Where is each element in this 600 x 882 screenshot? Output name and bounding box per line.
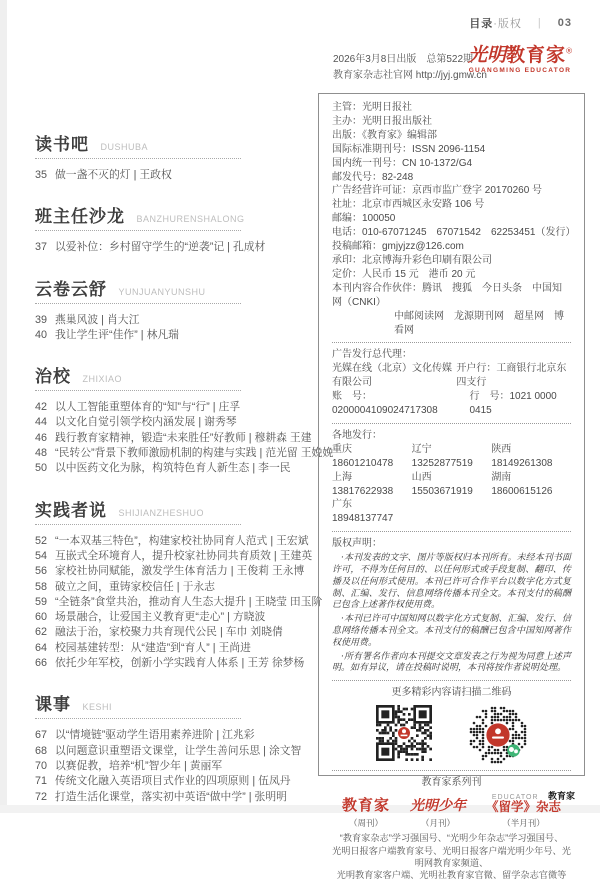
section-pinyin: ZHIXIAO (82, 374, 122, 385)
masthead-line: 国内统一刊号：CN 10-1372/G4 (332, 157, 473, 169)
section-header (35, 275, 241, 304)
toc-entry-title: 以爱补位：乡村留守学生的“逆袭”记 | 孔成材 (55, 241, 266, 254)
toc-page-number: 48 (35, 447, 48, 460)
toc-entry-title: 融法于治，家校聚力共育现代公民 | 车巾 刘晓倩 (55, 626, 283, 639)
header-page-number: 03 (557, 17, 572, 29)
journal-frequency: （半月刊） (502, 818, 545, 829)
toc-entry (35, 168, 325, 183)
toc-page-number: 39 (35, 313, 48, 326)
toc-entry-title: 互嵌式全环境育人，提升校家社协同共育质效 | 王建英 (55, 549, 313, 562)
toc-page-number: 71 (35, 775, 48, 788)
toc-entry (35, 549, 325, 564)
qr-row (332, 705, 571, 765)
toc-page-number: 35 (35, 169, 48, 181)
toc-entry (35, 728, 325, 743)
toc-page-number: 64 (35, 641, 48, 654)
toc-entry-title: 以文化自觉引领学校内涵发展 | 谢秀琴 (55, 416, 237, 429)
section-title: 班主任沙龙 (35, 207, 125, 227)
toc-entry (35, 656, 325, 671)
toc-entry (35, 625, 325, 640)
toc-entry-title: 打造生活化课堂，落实初中英语“做中学” | 张明明 (55, 790, 287, 803)
toc-entry-title: 校园基建转型：从“建造”到“育人” | 王尚进 (55, 641, 251, 654)
toc-page-number: 37 (35, 241, 48, 254)
dotted-divider (332, 342, 571, 343)
copyright-paragraph: ·所有署名作者向本刊提交文章发表之行为视为同意上述声明。如有异议，请在投稿时说明，本刊将按作者说明处理。 (332, 651, 571, 674)
toc-page-number: 44 (35, 416, 48, 429)
series-account-line: “教育家杂志”学习强国号、“光明少年杂志”学习强国号、 (339, 833, 564, 844)
page-header (469, 15, 572, 31)
section-header (35, 362, 241, 391)
section-header (35, 202, 245, 231)
section-title: 云卷云舒 (35, 279, 107, 299)
masthead-line: 社址：北京市西城区永安路 106 号 (332, 199, 485, 211)
dotted-divider (332, 680, 571, 681)
distribution-contact: 湖南 18600615126 (491, 471, 553, 497)
toc-page-number: 70 (35, 759, 48, 772)
header-section-light: ·版权 (493, 18, 522, 30)
toc-column (35, 130, 334, 824)
toc-entry (35, 641, 325, 656)
toc-entry-title: “全链条”食堂共治，推动育人生态大提升 | 王晓莹 田玉阶 (55, 595, 323, 608)
toc-page-number: 62 (35, 626, 48, 639)
toc-entry (35, 534, 325, 549)
section-header (35, 496, 241, 525)
masthead-line: 广告经营许可证：京西市监广登字 20170260 号 (332, 185, 543, 197)
logo-wordmark (454, 46, 586, 65)
agency-company: 光媒在线（北京）文化传媒有限公司 (332, 363, 452, 389)
toc-entry-title: 做一盏不灭的灯 | 王政权 (55, 169, 172, 181)
agency-bank: 开户行：工商银行北京东四支行 (456, 363, 567, 389)
toc-entry (35, 240, 325, 255)
section-pinyin: SHIJIANZHESHUO (118, 507, 204, 518)
toc-entry-title: 以人工智能重塑体育的“知”与“行” | 庄孚 (55, 401, 241, 414)
toc-entry (35, 790, 325, 805)
toc-entry-title: 践行教育家精神，锻造“未来胜任”好教师 | 穆耕森 王建 (55, 431, 312, 444)
toc-page-number: 52 (35, 534, 48, 547)
toc-entry-title: 破立之间，重铸家校信任 | 于永志 (55, 580, 215, 593)
section-title: 实践者说 (35, 500, 107, 520)
distribution-contact: 辽宁 13252877519 (411, 443, 473, 469)
series-account-line: 光明日报客户端教育家号、光明日报客户端光明少年号、光明网教育家频道、 (332, 845, 571, 869)
toc-entry-title: 以“情境链”驱动学生语用素养进阶 | 江兆彩 (55, 729, 255, 742)
toc-entry (35, 774, 325, 789)
distribution-title: 各地发行： (332, 429, 382, 441)
qr-section-title: 更多精彩内容请扫描二维码 (391, 687, 512, 699)
section-title: 治校 (35, 367, 71, 387)
toc-page-number: 58 (35, 580, 48, 593)
toc-page-number: 67 (35, 729, 48, 742)
toc-section-dushuba (35, 130, 325, 183)
registered-mark-icon: ® (566, 46, 572, 56)
copyright-paragraph: ·本刊发表的文字、图片等版权归本刊所有。未经本刊书面许可，不得为任何目的、以任何形式或手段复制、翻印、传播及以任何形式使用。本刊已许可合作平台以数字化方式复制、汇编、发行、信息网络传播本刊全文。本刊支付的稿酬已包含上述著作权使用费。 (332, 553, 571, 611)
dotted-divider (332, 531, 571, 532)
agency-bank-number: 行 号：1021 0000 0415 (469, 391, 557, 417)
journal-frequency: （月刊） (420, 818, 455, 829)
toc-entry-title: “民转公”背景下教师激励机制的构建与实践 | 范光留 王娩娩 (55, 447, 334, 460)
header-section-label (469, 15, 522, 31)
qr-code-square-icon (376, 705, 432, 761)
footer-english: EDUCATOR (491, 794, 539, 801)
distribution-contact: 山西 15503671919 (411, 471, 473, 497)
partners-line-1: 本刊内容合作伙伴：腾讯 搜狐 今日头条 中国知网（CNKI） (332, 282, 562, 308)
toc-entry (35, 595, 325, 610)
dotted-divider (332, 770, 571, 771)
agency-row (332, 390, 571, 418)
toc-entry-title: “一本双基三特色”，构建家校社协同育人范式 | 王宏斌 (55, 534, 309, 547)
masthead-line: 主办：光明日报出版社 (332, 115, 432, 127)
toc-entry-title: 以中医药文化为脉，构筑特色育人新生态 | 李一民 (55, 462, 291, 475)
toc-section-keshi (35, 690, 325, 804)
toc-entry-title: 场景融合，让爱国主义教育更“走心” | 方晓波 (55, 611, 266, 624)
magazine-logo (454, 46, 586, 75)
toc-entry-title: 我让学生评“佳作” | 林凡瑞 (55, 328, 179, 341)
section-pinyin: YUNJUANYUNSHU (118, 286, 206, 297)
toc-page-number: 54 (35, 549, 48, 562)
masthead-line: 电话：010-67071245 67071542 62253451（发行） (332, 227, 576, 239)
toc-entry (35, 580, 325, 595)
section-title: 课事 (35, 695, 71, 715)
series-account-line: 光明教育家客户端、光明社教育家官微、留学杂志官微等 (336, 870, 567, 881)
toc-entry (35, 744, 325, 759)
masthead-line: 主管：光明日报社 (332, 102, 412, 113)
toc-page-number: 40 (35, 328, 48, 341)
toc-entry (35, 461, 325, 476)
toc-entry-title: 燕巢风波 | 肖大江 (55, 313, 140, 326)
masthead-line: 邮发代号：82-248 (332, 171, 414, 183)
distribution-contact: 重庆 18601210478 (332, 443, 394, 469)
logo-script-part: 光明 (468, 44, 507, 66)
journal-name: 《留学》杂志 (485, 800, 561, 815)
toc-entry (35, 400, 325, 415)
toc-entry (35, 759, 325, 774)
section-pinyin: BANZHURENSHALONG (136, 214, 245, 225)
logo-bold-part: 教育家 (506, 45, 567, 66)
distribution-contact: 上海 13817622938 (332, 471, 394, 497)
publication-date-line: 2026年3月8日出版 总第522期 (333, 54, 474, 65)
journal-name: 光明少年 (409, 798, 466, 815)
toc-section-yunjuanyunshu (35, 275, 325, 344)
toc-entry-title: 以问题意识重塑语文课堂，让学生善问乐思 | 涂文智 (55, 744, 302, 757)
header-separator: | (537, 17, 542, 29)
toc-entry-title: 传统文化融入英语项目式作业的四项原则 | 伍凤丹 (55, 775, 291, 788)
page-left-edge (0, 0, 7, 813)
masthead-line: 定价：人民币 15 元 港币 20 元 (332, 268, 476, 280)
agency-account-number: 账 号：0200004109024717308 (332, 391, 438, 417)
toc-entry (35, 415, 325, 430)
masthead-line: 投稿邮箱：gmjyjzz@126.com (332, 241, 464, 253)
toc-entry (35, 610, 325, 625)
journal-jiaoyujia (342, 794, 390, 829)
section-pinyin: DUSHUBA (100, 142, 148, 152)
distribution-contact: 广东 18948137747 (332, 499, 394, 525)
publication-website-line: 教育家杂志社官网 http://jyj.gmw.cn (333, 70, 487, 81)
toc-section-banzhurenshalong (35, 202, 325, 255)
toc-entry (35, 446, 334, 461)
toc-page-number: 72 (35, 790, 48, 803)
footer-chinese: 教育家 (547, 791, 575, 801)
logo-subtitle: GUANGMING EDUCATOR (468, 67, 572, 74)
dotted-divider (332, 423, 571, 424)
partners-line-2: 中邮阅读网 龙源期刊网 超星网 博看网 (394, 310, 564, 336)
header-section-strong: 目录 (469, 18, 494, 30)
agency-title: 广告发行总代理： (332, 349, 412, 361)
journal-name: 教育家 (341, 797, 390, 815)
toc-page-number: 60 (35, 611, 48, 624)
copyright-paragraph: ·本刊已许可中国知网以数字化方式复制、汇编、发行、信息网络传播本刊全文。本刊支付的稿酬已包含中国知网著作权使用费。 (332, 614, 571, 648)
toc-entry-title: 依托少年军校，创新小学实践育人体系 | 王芳 徐梦杨 (55, 657, 305, 670)
toc-page-number: 42 (35, 401, 48, 414)
toc-page-number: 68 (35, 744, 48, 757)
distribution-contact: 陕西 18149261308 (491, 443, 553, 469)
toc-section-shijianzheshuo (35, 496, 325, 672)
masthead-line: 国际标准期刊号：ISSN 2096-1154 (332, 143, 486, 155)
masthead-line: 承印：北京博海升彩色印刷有限公司 (332, 254, 492, 266)
journal-guangmingshaonian (410, 795, 466, 829)
toc-entry (35, 431, 325, 446)
qr-code-wechat-icon (468, 705, 528, 765)
toc-page-number: 50 (35, 462, 48, 475)
toc-entry-title: 家校社协同赋能，激发学生体育活力 | 王俊莉 王永博 (55, 565, 305, 578)
toc-entry (35, 328, 325, 343)
journal-frequency: （周刊） (348, 818, 383, 829)
masthead-line: 邮编：100050 (332, 213, 396, 225)
agency-row (332, 362, 571, 390)
page-footer (492, 786, 575, 804)
section-header (35, 690, 241, 719)
toc-entry (35, 313, 325, 328)
section-title: 读书吧 (35, 135, 89, 154)
copyright-title: 版权声明： (332, 538, 382, 550)
section-header (35, 130, 241, 159)
toc-section-zhixiao (35, 362, 334, 476)
series-title: 教育家系列刊 (421, 777, 482, 789)
toc-page-number: 56 (35, 565, 48, 578)
toc-page-number: 46 (35, 431, 48, 444)
masthead-line: 出版：《教育家》编辑部 (332, 129, 437, 141)
toc-page-number: 66 (35, 657, 48, 670)
section-pinyin: KESHI (82, 702, 112, 713)
toc-entry (35, 564, 325, 579)
toc-page-number: 59 (35, 595, 48, 608)
toc-entry-title: 以赛促教，培养“机”智少年 | 黄丽军 (55, 759, 223, 772)
